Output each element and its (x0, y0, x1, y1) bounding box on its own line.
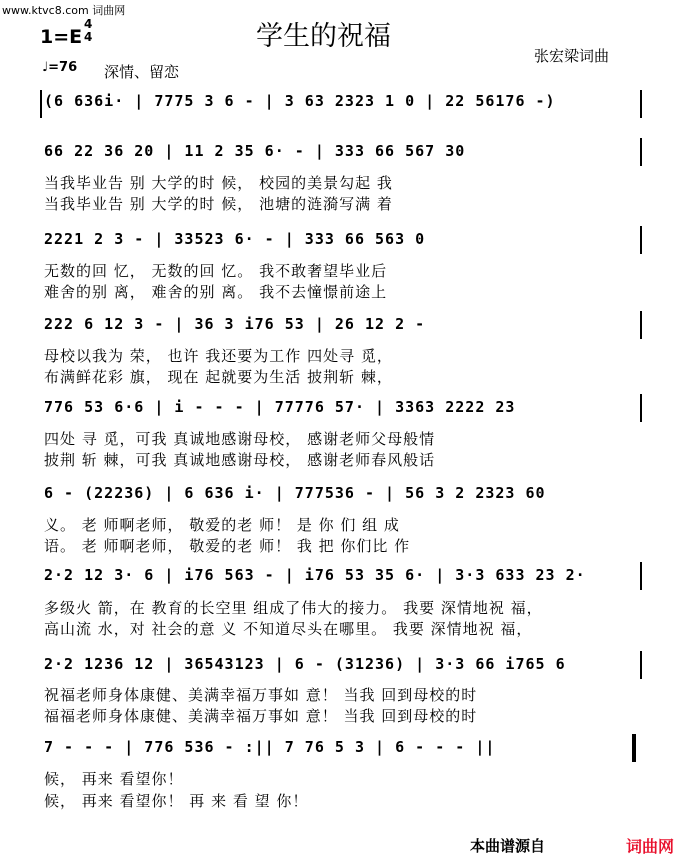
composer: 张宏梁词曲 (534, 47, 610, 65)
mood-marking: 深情、留恋 (104, 63, 180, 81)
lyric-line-6a: 义。 老 师啊老师， 敬爱的老 师！ 是 你 们 组 成 (44, 516, 400, 534)
lyric-line-4a: 母校以我为 荣， 也许 我还要为工作 四处寻 觅， (44, 347, 393, 365)
notation-line-6: 6 - (22236) | 6 636 i· | 777536 - | 56 3 2 2323 60 (44, 484, 546, 502)
barline (640, 90, 642, 118)
key-label: 1=E (40, 26, 83, 48)
barline (640, 311, 642, 339)
lyric-line-5a: 四处 寻 觅，可我 真诚地感谢母校， 感谢老师父母般情 (44, 430, 436, 448)
lyric-line-5b: 披荆 斩 棘，可我 真诚地感谢母校， 感谢老师春风般话 (44, 451, 436, 469)
lyric-line-9a: 候， 再来 看望你！ (44, 770, 184, 788)
lyric-line-7b: 高山流 水，对 社会的意 义 不知道尽头在哪里。 我要 深情地祝 福， (44, 620, 533, 638)
key-signature (40, 17, 93, 48)
tempo-marking: ♩=76 (42, 60, 78, 75)
song-title: 学生的祝福 (256, 21, 391, 52)
barline (640, 226, 642, 254)
lyric-line-8b: 福福老师身体康健、美满幸福万事如 意！ 当我 回到母校的时 (44, 707, 478, 725)
notation-line-9: 7 - - - | 776 536 - :|| 7 76 5 3 | 6 - - - || (44, 738, 496, 756)
lyric-line-3b: 难舍的别 离， 难舍的别 离。 我不去憧憬前途上 (44, 283, 388, 301)
notation-line-1: (6 636i· | 7775 3 6 - | 3 63 2323 1 0 | 22 56176 -) (44, 92, 556, 110)
lyric-line-2a: 当我毕业告 别 大学的时 候， 校园的美景勾起 我 (44, 174, 393, 192)
lyric-line-3a: 无数的回 忆， 无数的回 忆。 我不敢奢望毕业后 (44, 262, 388, 280)
time-sig-bottom: 4 (84, 30, 93, 44)
source-note: 本曲谱源自 (470, 837, 546, 855)
time-sig-top: 4 (84, 17, 93, 31)
barline (40, 90, 42, 118)
barline (640, 138, 642, 166)
lyric-line-8a: 祝福老师身体康健、美满幸福万事如 意！ 当我 回到母校的时 (44, 686, 478, 704)
notation-line-8: 2·2 1236 12 | 36543123 | 6 - (31236) | 3·3 66 i765 6 (44, 655, 566, 673)
barline (640, 562, 642, 590)
lyric-line-7a: 多级火 箭，在 教育的长空里 组成了伟大的接力。 我要 深情地祝 福， (44, 599, 543, 617)
tempo-value: =76 (48, 60, 78, 75)
barline (640, 394, 642, 422)
lyric-line-9b: 候， 再来 看望你！ 再 来 看 望 你！ (44, 792, 309, 810)
notation-line-2: 66 22 36 20 | 11 2 35 6· - | 333 66 567 30 (44, 142, 466, 160)
lyric-line-6b: 语。 老 师啊老师， 敬爱的老 师！ 我 把 你们比 作 (44, 537, 411, 555)
time-signature (84, 18, 92, 44)
site-logo: 词曲网 (626, 837, 675, 856)
final-barline (632, 734, 636, 762)
notation-line-7: 2·2 12 3· 6 | i76 563 - | i76 53 35 6· | 3·3 633 23 2· (44, 566, 586, 584)
notation-line-3: 2221 2 3 - | 33523 6· - | 333 66 563 0 (44, 230, 426, 248)
lyric-line-2b: 当我毕业告 别 大学的时 候， 池塘的涟漪写满 着 (44, 195, 393, 213)
notation-line-5: 776 53 6·6 | i - - - | 77776 57· | 3363 2222 23 (44, 398, 516, 416)
barline (640, 651, 642, 679)
lyric-line-4b: 布满鲜花彩 旗， 现在 起就要为生活 披荆斩 棘， (44, 368, 393, 386)
notation-line-4: 222 6 12 3 - | 36 3 i76 53 | 26 12 2 - (44, 315, 426, 333)
site-url: www.ktvc8.com 词曲网 (2, 4, 126, 17)
